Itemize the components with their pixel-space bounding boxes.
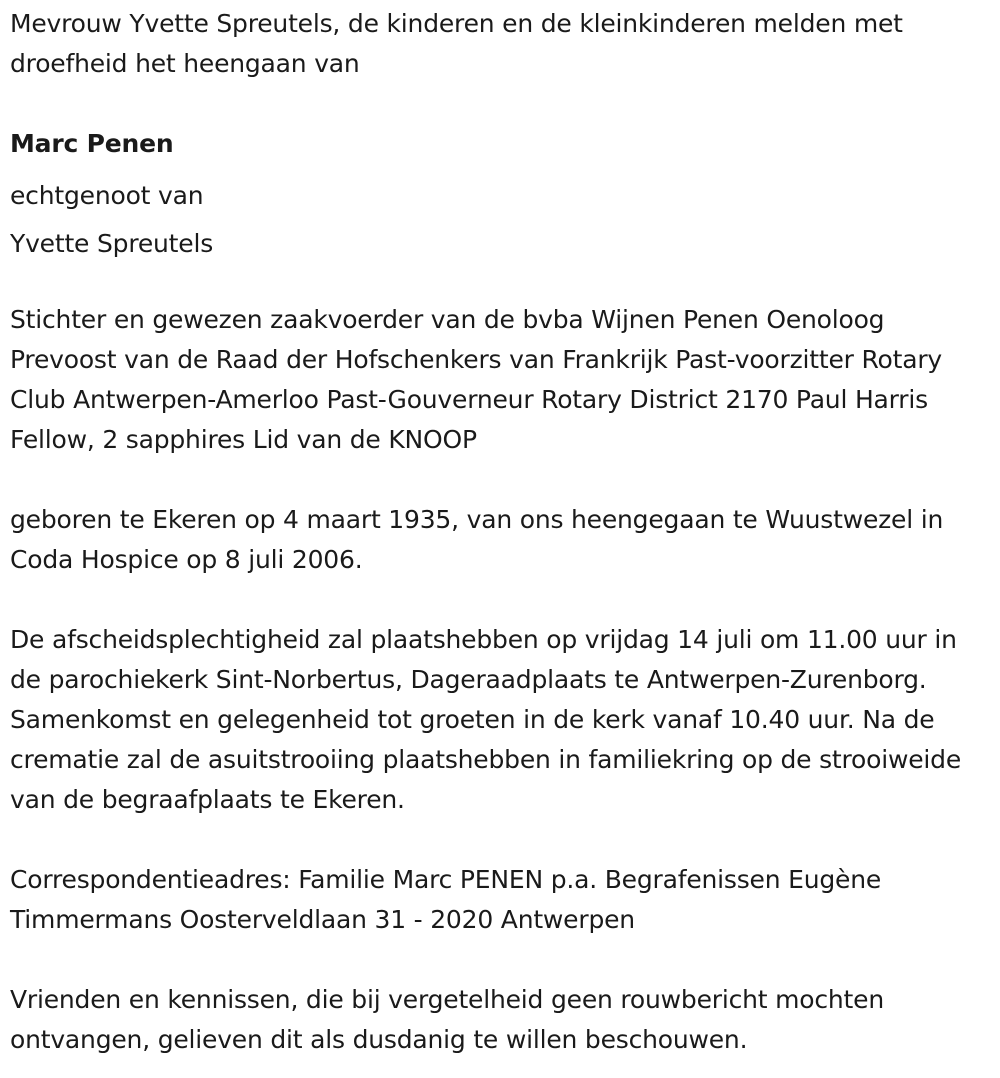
birth-death-paragraph: geboren te Ekeren op 4 maart 1935, van ons heengegaan te Wuustwezel in Coda Hospice op 8 juli 2006.: [10, 505, 944, 574]
titles-paragraph: Stichter en gewezen zaakvoerder van de bvba Wijnen Penen Oenoloog Prevoost van de Raad der Hofschenkers van Frankrijk Past-voorzitter Rotary Club Antwerpen-Amerloo Past-Gouverneur Rotary District 2170 Paul Harris Fellow, 2 sapphires Lid van de KNOOP: [10, 305, 943, 454]
obituary-document: [10, 4, 985, 1060]
intro-paragraph: Mevrouw Yvette Spreutels, de kinderen en de kleinkinderen melden met droefheid het heengaan van: [10, 9, 903, 78]
spouse-label: echtgenoot van: [10, 181, 204, 210]
correspondence-address: Correspondentieadres: Familie Marc PENEN p.a. Begrafenissen Eugène Timmermans Oosterveldlaan 31 - 2020 Antwerpen: [10, 865, 882, 934]
ceremony-paragraph: De afscheidsplechtigheid zal plaatshebben op vrijdag 14 juli om 11.00 uur in de parochiekerk Sint-Norbertus, Dageraadplaats te Antwerpen-Zurenborg. Samenkomst en gelegenheid tot groeten in de kerk vanaf 10.40 uur. Na de crematie zal de asuitstrooiing plaatshebben in familiekring op de strooiweide van de begraafplaats te Ekeren.: [10, 625, 962, 814]
deceased-name: Marc Penen: [10, 129, 174, 158]
closing-paragraph: Vrienden en kennissen, die bij vergetelheid geen rouwbericht mochten ontvangen, gelieven dit als dusdanig te willen beschouwen.: [10, 985, 884, 1054]
spouse-name: Yvette Spreutels: [10, 229, 214, 258]
